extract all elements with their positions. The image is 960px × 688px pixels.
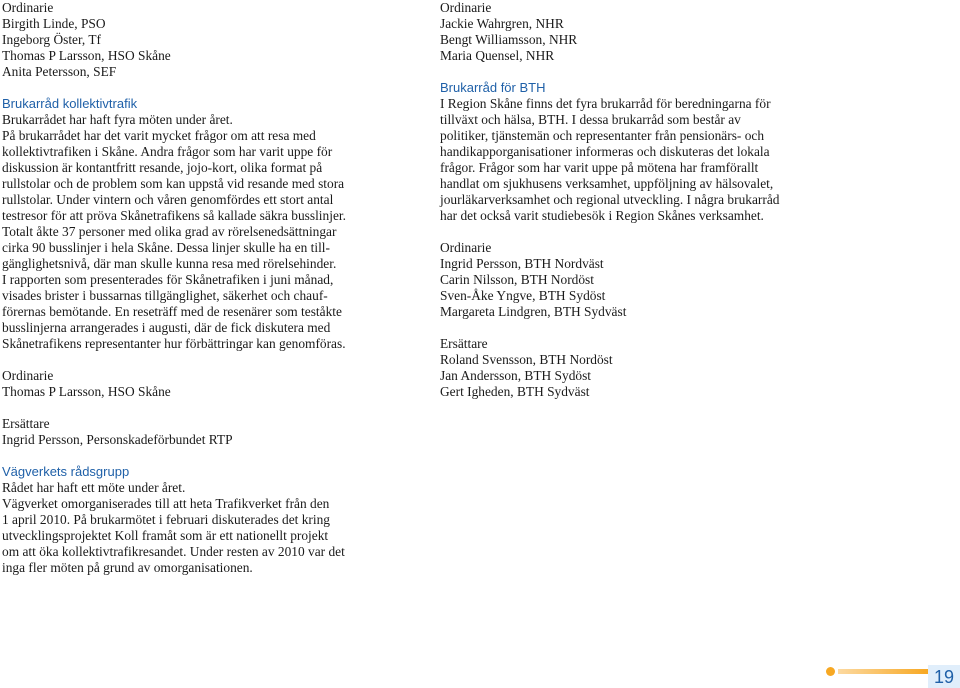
paragraph-line: tillväxt och hälsa, BTH. I dessa brukarråd som består av — [440, 112, 741, 127]
paragraph-line: handlat om sjukhusens verksamhet, uppföljning av hälsovalet, — [440, 176, 774, 191]
paragraph-line: förernas bemötande. En reseträff med de resenärer som teståkte — [2, 304, 342, 319]
member-line: Birgith Linde, PSO — [2, 16, 106, 31]
paragraph-line: Skånetrafikens representanter hur förbättringar kan genomföras. — [2, 336, 346, 351]
left-column — [2, 0, 412, 576]
paragraph-line: utvecklingsprojektet Koll framåt som är ett nationellt projekt — [2, 528, 329, 543]
paragraph-line: 1 april 2010. På brukarmötet i februari diskuterades det kring — [2, 512, 330, 527]
paragraph-line: testresor för att pröva Skånetrafikens så kallade säkra busslinjer. — [2, 208, 346, 223]
section-vagverket — [2, 464, 412, 576]
member-line: Jan Andersson, BTH Sydöst — [440, 368, 592, 383]
paragraph-line: rullstolar och de problem som kan uppstå vid resande med stora — [2, 176, 345, 191]
member-line: Jackie Wahrgren, NHR — [440, 16, 564, 31]
paragraph-line: politiker, tjänstemän och representanter från pensionärs- och — [440, 128, 765, 143]
paragraph-line: I rapporten som presenterades för Skånetrafiken i juni månad, — [2, 272, 334, 287]
ordinarie-list-left-2 — [2, 368, 412, 400]
member-line: Sven-Åke Yngve, BTH Sydöst — [440, 288, 606, 303]
member-line: Roland Svensson, BTH Nordöst — [440, 352, 613, 367]
section-kollektivtrafik — [2, 96, 412, 352]
section-heading: Vägverkets rådsgrupp — [2, 464, 130, 479]
paragraph-line: Vägverket omorganiserades till att heta Trafikverket från den — [2, 496, 330, 511]
ordinarie-list-right-2 — [440, 240, 840, 320]
ordinarie-label: Ordinarie — [2, 0, 54, 15]
ordinarie-label: Ordinarie — [440, 240, 492, 255]
member-line: Carin Nilsson, BTH Nordöst — [440, 272, 594, 287]
paragraph-line: jourläkarverksamhet och regional utveckling. I några brukarråd — [440, 192, 780, 207]
right-column — [440, 0, 840, 400]
ordinarie-label: Ordinarie — [440, 0, 492, 15]
paragraph-line: handikapporganisationer informeras och diskuteras det lokala — [440, 144, 770, 159]
member-line: Gert Igheden, BTH Sydväst — [440, 384, 590, 399]
ersattare-list-right — [440, 336, 840, 400]
paragraph-line: om att öka kollektivtrafikresandet. Under resten av 2010 var det — [2, 544, 345, 559]
paragraph-line: diskussion är kontantfritt resande, jojo-kort, olika format på — [2, 160, 323, 175]
ordinarie-list-left-1 — [2, 0, 412, 80]
member-line: Anita Petersson, SEF — [2, 64, 117, 79]
member-line: Thomas P Larsson, HSO Skåne — [2, 48, 171, 63]
page-number: 19 — [933, 667, 955, 687]
paragraph-line: visades brister i bussarnas tillgänglighet, säkerhet och chauf- — [2, 288, 328, 303]
paragraph-line: På brukarrådet har det varit mycket frågor om att resa med — [2, 128, 316, 143]
ersattare-list-left — [2, 416, 412, 448]
ersattare-label: Ersättare — [2, 416, 50, 431]
paragraph-line: busslinjerna arrangerades i augusti, där de fick diskutera med — [2, 320, 331, 335]
paragraph-line: gänglighetsnivå, där man skulle kunna resa med rörelsehinder. — [2, 256, 337, 271]
paragraph-line: Rådet har haft ett möte under året. — [2, 480, 186, 495]
paragraph-line: Totalt åkte 37 personer med olika grad av rörelsenedsättningar — [2, 224, 337, 239]
section-heading: Brukarråd kollektivtrafik — [2, 96, 138, 111]
paragraph-line: kollektivtrafiken i Skåne. Andra frågor som har varit uppe för — [2, 144, 333, 159]
section-bth — [440, 80, 840, 224]
paragraph-line: rullstolar. Under vintern och våren genomfördes ett stort antal — [2, 192, 334, 207]
paragraph-line: Brukarrådet har haft fyra möten under året. — [2, 112, 233, 127]
ordinarie-list-right-1 — [440, 0, 840, 64]
paragraph-line: I Region Skåne finns det fyra brukarråd för beredningarna för — [440, 96, 771, 111]
member-line: Ingeborg Öster, Tf — [2, 32, 102, 47]
footer-stripe — [838, 669, 928, 674]
paragraph-line: har det också varit studiebesök i Region Skånes verksamhet. — [440, 208, 764, 223]
paragraph-line: inga fler möten på grund av omorganisationen. — [2, 560, 253, 575]
member-line: Ingrid Persson, Personskadeförbundet RTP — [2, 432, 233, 447]
section-heading: Brukarråd för BTH — [440, 80, 546, 95]
ersattare-label: Ersättare — [440, 336, 488, 351]
footer-dot-decoration — [826, 667, 835, 676]
member-line: Ingrid Persson, BTH Nordväst — [440, 256, 604, 271]
member-line: Bengt Williamsson, NHR — [440, 32, 578, 47]
ordinarie-label: Ordinarie — [2, 368, 54, 383]
member-line: Maria Quensel, NHR — [440, 48, 555, 63]
member-line: Thomas P Larsson, HSO Skåne — [2, 384, 171, 399]
paragraph-line: frågor. Frågor som har varit uppe på mötena har framförallt — [440, 160, 759, 175]
paragraph-line: cirka 90 busslinjer i hela Skåne. Dessa linjer skulle ha en till- — [2, 240, 330, 255]
member-line: Margareta Lindgren, BTH Sydväst — [440, 304, 627, 319]
